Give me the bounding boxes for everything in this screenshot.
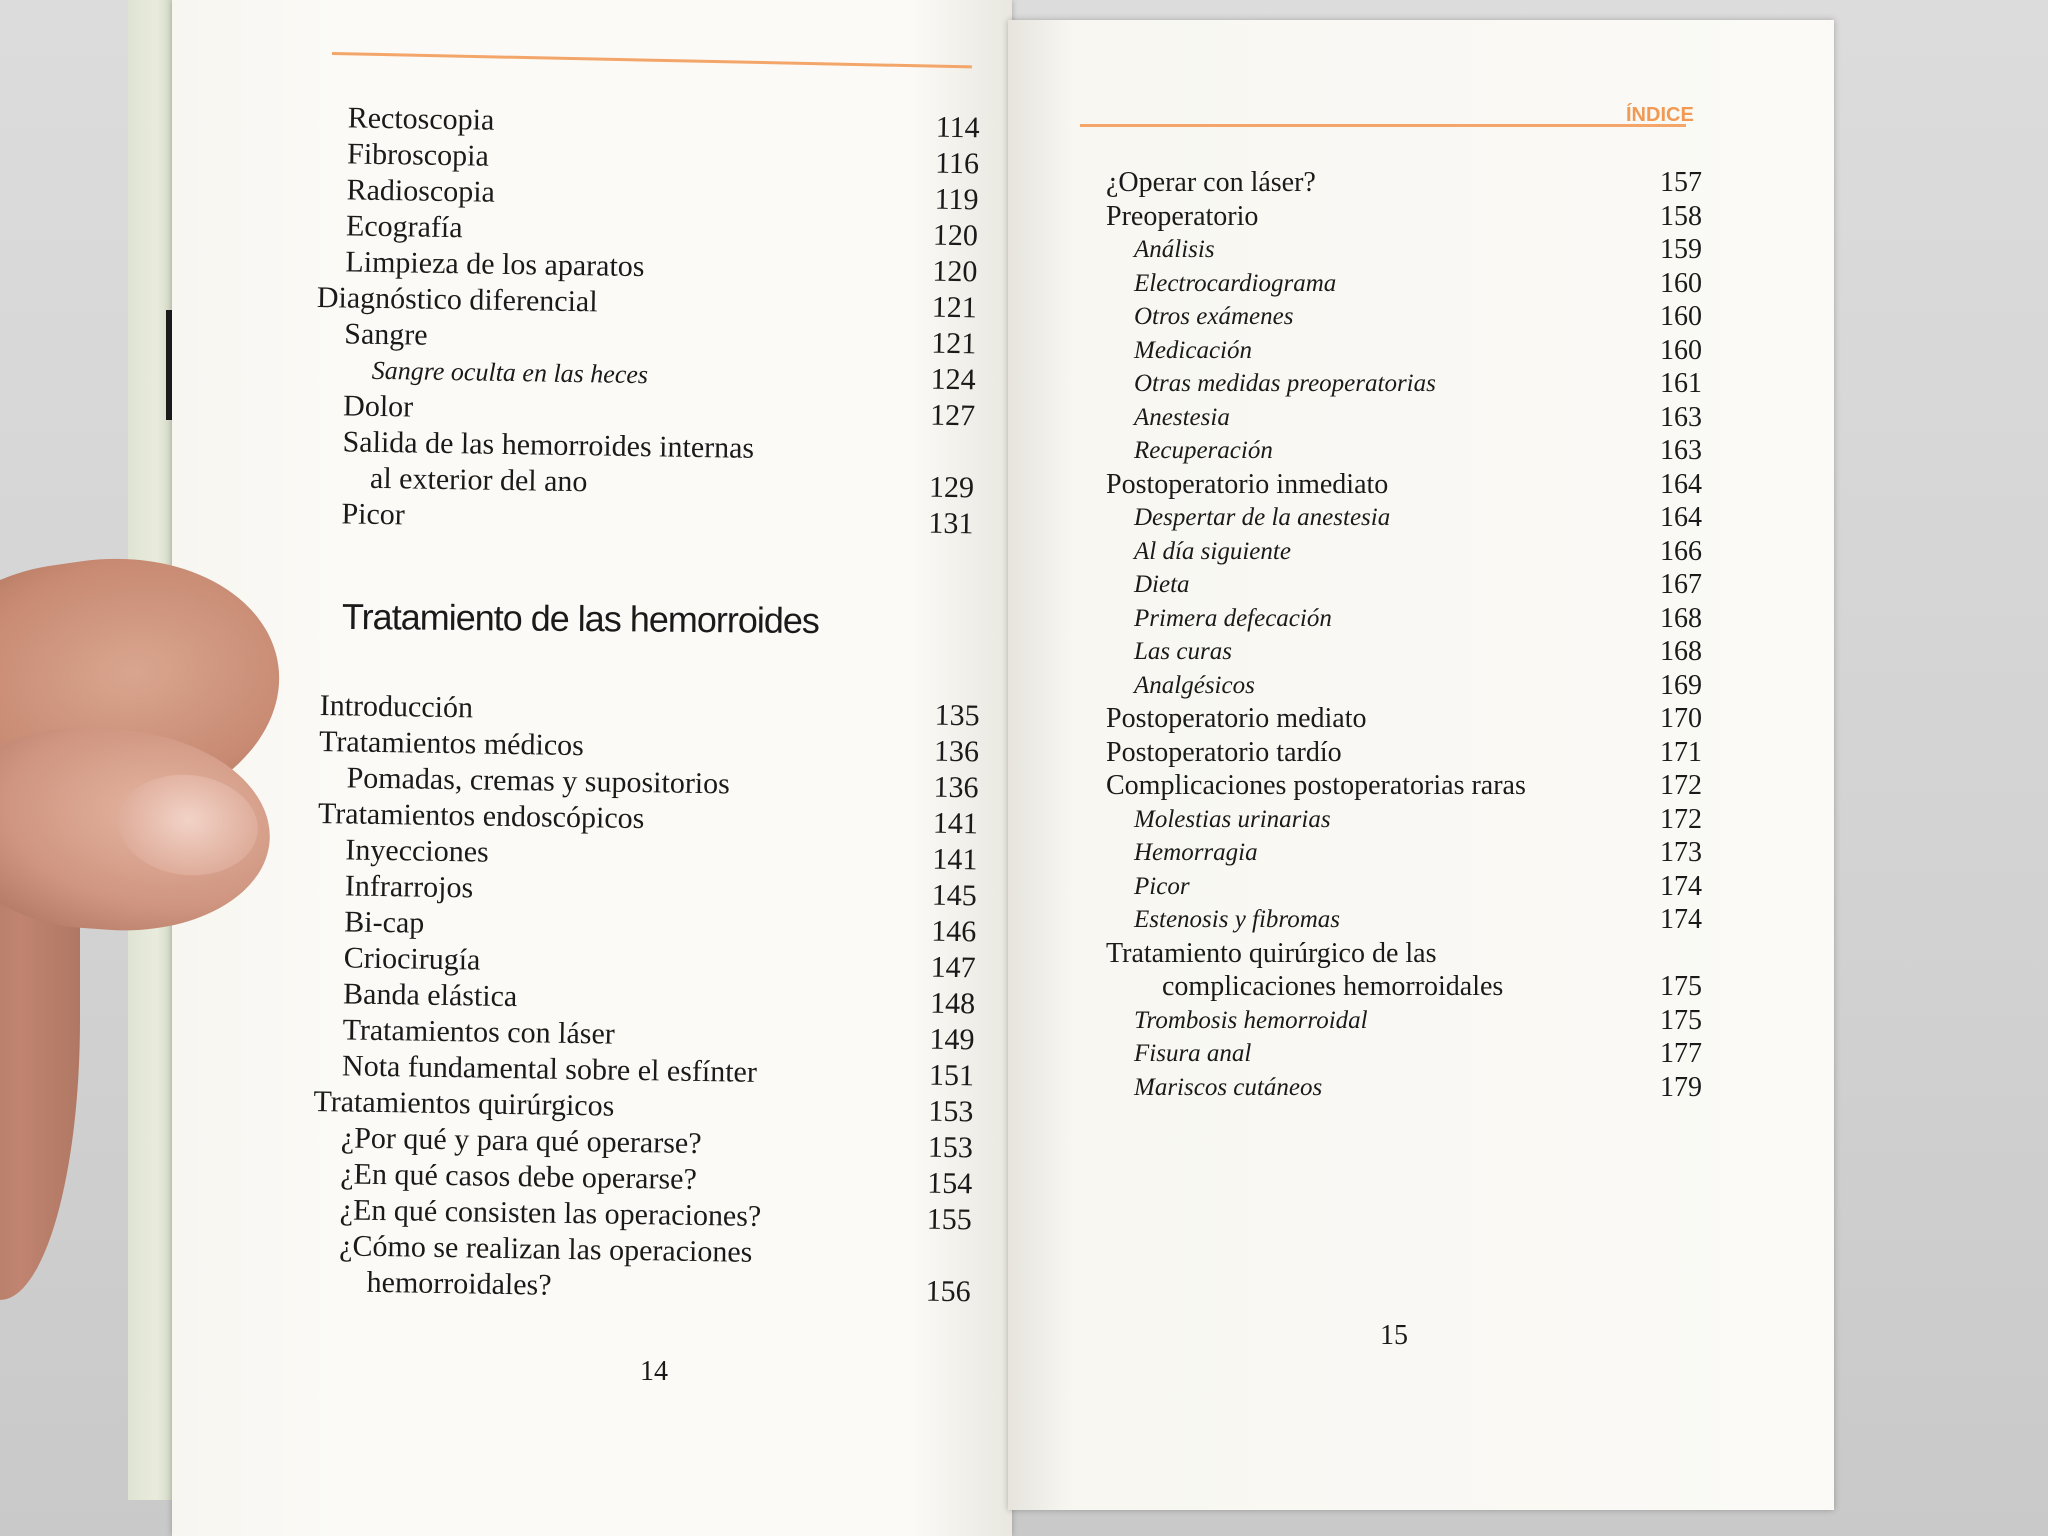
toc-entry-title: Rectoscopia (347, 101, 495, 137)
toc-entry-title: Analgésicos (1134, 671, 1255, 699)
toc-entry-page: 124 (930, 362, 976, 397)
toc-entry-title: Postoperatorio mediato (1106, 703, 1367, 734)
toc-entry-page: 172 (1660, 803, 1702, 835)
toc-entry (1106, 870, 1702, 904)
toc-entry-page: 147 (930, 950, 976, 985)
toc-left-bottom (310, 688, 980, 1310)
toc-entry (1106, 602, 1702, 636)
toc-entry (1106, 803, 1702, 837)
toc-entry-page: 155 (926, 1202, 972, 1237)
toc-entry-page: 173 (1660, 837, 1702, 868)
toc-entry-page: 174 (1660, 870, 1702, 902)
toc-entry-title: Anestesia (1134, 403, 1230, 431)
toc-entry-page: 167 (1660, 569, 1702, 600)
toc-entry-title: Ecografía (345, 209, 463, 245)
toc-entry-title: Limpieza de los aparatos (345, 245, 645, 284)
toc-entry-page: 164 (1660, 502, 1702, 533)
toc-entry-title: Tratamientos con láser (342, 1013, 616, 1051)
toc-entry-page: 154 (927, 1166, 973, 1201)
toc-entry-title: Fibroscopia (346, 137, 490, 173)
toc-entry-page: 145 (931, 878, 978, 913)
right-page-number: 15 (1380, 1320, 1408, 1351)
toc-entry (1106, 434, 1702, 468)
toc-entry-page: 168 (1660, 636, 1702, 667)
left-page-number: 14 (640, 1356, 668, 1387)
toc-entry-title: Tratamientos quirúrgicos (313, 1084, 615, 1123)
toc-entry-page: 121 (930, 326, 977, 361)
toc-entry-title: Las curas (1134, 638, 1232, 665)
toc-entry-title: ¿En qué consisten las operaciones? (339, 1193, 762, 1233)
running-head: ÍNDICE (1626, 104, 1694, 126)
right-page-accent-rule (1080, 124, 1686, 127)
toc-entry-page: 169 (1660, 669, 1702, 701)
toc-entry-page: 172 (1660, 770, 1702, 801)
toc-entry-title: Nota fundamental sobre el esfínter (341, 1049, 758, 1089)
toc-entry-page: 141 (932, 806, 979, 841)
toc-entry-page: 157 (1660, 167, 1702, 198)
toc-entry-title: Criocirugía (343, 941, 481, 977)
toc-entry-title: Análisis (1134, 236, 1215, 263)
toc-entry-page: 164 (1660, 468, 1702, 500)
toc-entry-title: Bi-cap (344, 905, 425, 940)
toc-entry-page: 177 (1660, 1038, 1702, 1069)
toc-entry (1106, 334, 1702, 368)
toc-entry-page: 136 (933, 734, 980, 769)
toc-entry-page: 153 (927, 1130, 974, 1165)
toc-entry-page: 141 (932, 842, 978, 877)
toc-entry-title: Sangre (344, 317, 428, 352)
toc-entry (1106, 267, 1702, 301)
toc-entry-title: Hemorragia (1134, 839, 1258, 866)
toc-entry (1106, 635, 1702, 669)
toc-entry-title: Estenosis y fibromas (1134, 906, 1341, 933)
toc-entry-title: ¿Operar con láser? (1106, 167, 1316, 198)
toc-entry-page: 171 (1660, 736, 1702, 768)
toc-entry-page: 161 (1660, 368, 1702, 399)
toc-entry-page: 153 (928, 1094, 974, 1129)
toc-entry-page: 148 (929, 986, 976, 1021)
toc-entry-page: 116 (934, 146, 980, 181)
toc-entry-page: 175 (1660, 971, 1702, 1002)
toc-entry-title: Despertar de la anestesia (1134, 504, 1391, 531)
toc-entry-title: Salida de las hemorroides internas (342, 425, 755, 465)
toc-entry (1106, 970, 1702, 1004)
toc-entry (1106, 1037, 1702, 1071)
toc-entry-title: al exterior del ano (369, 461, 588, 499)
toc-entry-title: Primera defecación (1134, 604, 1332, 632)
toc-entry-title: Trombosis hemorroidal (1134, 1006, 1368, 1034)
toc-entry-title: ¿Por qué y para qué operarse? (340, 1121, 702, 1161)
toc-entry-page: 166 (1660, 535, 1702, 567)
toc-entry-page: 131 (928, 506, 974, 541)
toc-entry-title: Otras medidas preoperatorias (1134, 370, 1436, 397)
toc-entry-title: Tratamientos endoscópicos (317, 796, 645, 836)
toc-entry-title: hemorroidales? (366, 1265, 552, 1302)
toc-entry-page: 114 (935, 110, 980, 145)
toc-entry-title: Sangre oculta en las heces (371, 355, 649, 390)
toc-entry (1106, 937, 1702, 971)
toc-entry-title: Tratamientos médicos (318, 724, 585, 763)
toc-left-top (313, 100, 980, 542)
toc-entry (1106, 233, 1702, 267)
toc-entry-title: Picor (1134, 872, 1190, 900)
toc-entry (1106, 669, 1702, 703)
toc-entry-page: 151 (928, 1058, 975, 1093)
toc-entry-title: Dieta (1134, 571, 1190, 598)
toc-entry-title: Postoperatorio tardío (1106, 736, 1342, 768)
toc-entry-title: ¿Cómo se realizan las operaciones (338, 1229, 753, 1269)
toc-entry (1106, 200, 1702, 234)
toc-entry-title: Molestias urinarias (1134, 805, 1331, 833)
toc-entry-page: 149 (929, 1022, 975, 1057)
toc-entry-page: 174 (1660, 904, 1702, 935)
toc-entry-page: 163 (1660, 435, 1702, 466)
toc-entry (1106, 1004, 1702, 1038)
toc-entry-title: Mariscos cutáneos (1134, 1073, 1323, 1101)
toc-entry-title: Tratamiento quirúrgico de las (1106, 937, 1437, 969)
toc-entry-page: 160 (1660, 301, 1702, 332)
toc-entry (1106, 903, 1702, 937)
toc-entry-page: 179 (1660, 1071, 1702, 1103)
toc-entry-page: 136 (933, 770, 979, 805)
toc-entry (1106, 367, 1702, 401)
section-title: Tratamiento de las hemorroides (341, 595, 820, 642)
toc-entry-page: 156 (925, 1274, 971, 1309)
toc-entry (1106, 736, 1702, 770)
toc-entry-title: Diagnóstico diferencial (316, 280, 598, 319)
toc-entry-title: complicaciones hemorroidales (1162, 971, 1504, 1002)
toc-entry (1106, 535, 1702, 569)
toc-right (1106, 166, 1702, 1104)
toc-entry-title: Pomadas, cremas y supositorios (346, 761, 731, 801)
toc-entry (1106, 166, 1702, 200)
toc-entry-title: ¿En qué casos debe operarse? (340, 1157, 698, 1196)
toc-entry (1106, 568, 1702, 602)
toc-entry-page: 163 (1660, 401, 1702, 433)
toc-entry (1106, 836, 1702, 870)
toc-entry (1106, 401, 1702, 435)
toc-entry-title: Banda elástica (342, 977, 518, 1014)
toc-entry-title: Preoperatorio (1106, 200, 1259, 232)
toc-entry-page: 120 (932, 254, 978, 289)
toc-entry (1106, 468, 1702, 502)
toc-entry-title: Introducción (319, 688, 474, 725)
toc-entry-page: 160 (1660, 334, 1702, 366)
toc-entry (1106, 1071, 1702, 1105)
toc-entry-page: 129 (928, 470, 975, 505)
toc-entry-page: 168 (1660, 602, 1702, 634)
toc-entry-page: 120 (932, 218, 979, 253)
toc-entry-page: 175 (1660, 1004, 1702, 1036)
toc-entry-title: Radioscopia (346, 173, 496, 209)
toc-entry-page: 121 (931, 290, 978, 325)
toc-entry-page: 158 (1660, 200, 1702, 232)
toc-entry-page: 119 (934, 182, 979, 217)
toc-entry-title: Postoperatorio inmediato (1106, 468, 1389, 500)
toc-entry (1106, 702, 1702, 736)
toc-entry-title: Complicaciones postoperatorias raras (1106, 770, 1526, 801)
toc-entry-title: Recuperación (1134, 437, 1273, 464)
toc-entry-title: Otros exámenes (1134, 303, 1294, 330)
toc-entry-page: 146 (930, 914, 977, 949)
toc-entry (1106, 501, 1702, 535)
toc-entry (1106, 769, 1702, 803)
toc-entry-page: 127 (929, 398, 976, 433)
toc-entry-title: Inyecciones (345, 833, 489, 869)
toc-entry-title: Al día siguiente (1134, 537, 1291, 565)
toc-entry (1106, 300, 1702, 334)
toc-entry-page: 160 (1660, 267, 1702, 299)
toc-entry-title: Picor (341, 497, 406, 532)
toc-entry-title: Medicación (1134, 336, 1253, 364)
toc-entry-title: Electrocardiograma (1134, 269, 1337, 297)
toc-entry-title: Infrarrojos (344, 869, 474, 905)
toc-entry-page: 170 (1660, 703, 1702, 734)
toc-entry-title: Dolor (342, 389, 414, 424)
toc-entry-title: Fisura anal (1134, 1040, 1252, 1067)
toc-entry-page: 135 (934, 698, 980, 733)
toc-entry-page: 159 (1660, 234, 1702, 265)
